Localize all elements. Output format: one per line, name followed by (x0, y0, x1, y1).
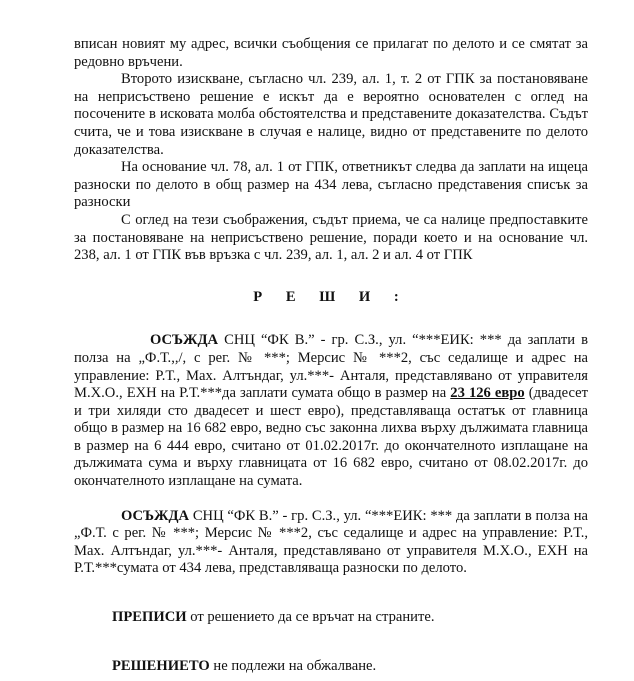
ruling-verb: ОСЪЖДА (121, 507, 190, 524)
paragraph-costs-basis: На основание чл. 78, ал. 1 от ГПК, ответникът следва да заплати на ищеца разноски по делото в общ размер на 434 лева, съгласно представения списък за разноски (74, 159, 588, 211)
decision-heading: Р Е Ш И : (253, 288, 409, 305)
copies-verb: ПРЕПИСИ (112, 609, 187, 626)
copies-instruction (74, 609, 588, 627)
ruling-text-a: СНЦ “ФК В.” - гр. С.З., ул. “***ЕИК: *** да заплати в полза на „Ф.Т.,,/, с рег. № ***; Мерсис № ***2, със седалище и адрес на управление: Р.Т., Мах. Алтъндаг, ул.***- Анталя, представлявано от управителя М.Х.О., ЕХН на Р.Т.***да заплати сумата общо в размер на (74, 332, 588, 402)
ruling-amount: 23 126 евро (450, 385, 525, 402)
paragraph-second-requirement: Второто изискване, съгласно чл. 239, ал. 1, т. 2 от ГПК за постановяване на неприсъствено решение е искът да е вероятно основателен с оглед на посочените в исковата молба обстоятелства и представените доказателства. Съдът счита, че и това изискване в случая е налице, видно от представените по делото доказателства. (74, 71, 588, 158)
ruling-costs-text: СНЦ “ФК В.” - гр. С.З., ул. “***ЕИК: *** да заплати в полза на „Ф.Т. с рег. № ***; Мерсис № ***2, със седалище и адрес на управление: Р.Т., Мах. Алтъндаг, ул.***- Анталя, представлявано от управителя М.Х.О., ЕХН на Р.Т.***сумата от 434 лева, представляваща разноски по делото. (74, 507, 588, 577)
ruling-principal-amount (74, 332, 588, 490)
copies-text: от решението да се връчат на страните. (186, 609, 435, 626)
final-text: не подлежи на обжалване. (209, 657, 377, 674)
ruling-text-b: (двадесет и три хиляди сто двадесет и шест евро), представляваща остатък от главница общо в размер на 16 682 евро, ведно със законна лихва върху дължимата главница в размер на 6 444 евро, считано от 01.02.2017г. до окончателното изплащане на дължимата сума и върху главницата от 16 682 евро, считано от 08.02.2017г. до окончателното изплащане на сумата. (74, 385, 588, 490)
final-verb: РЕШЕНИЕТО (112, 657, 210, 674)
ruling-costs (74, 508, 588, 578)
paragraph-conclusion: С оглед на тези съображения, съдът приема, че са налице предпоставките за постановяване на неприсъствено решение, поради което и на основание чл. 238, ал. 1 от ГПК във връзка с чл. 239, ал. 1, ал. 2 и ал. 4 от ГПК (74, 211, 588, 264)
paragraph-service-address: вписан новият му адрес, всички съобщения се прилагат по делото и се смятат за редовно връчени. (74, 36, 588, 70)
document-page (74, 36, 588, 675)
ruling-verb: ОСЪЖДА (150, 332, 219, 349)
finality-statement (74, 658, 588, 676)
